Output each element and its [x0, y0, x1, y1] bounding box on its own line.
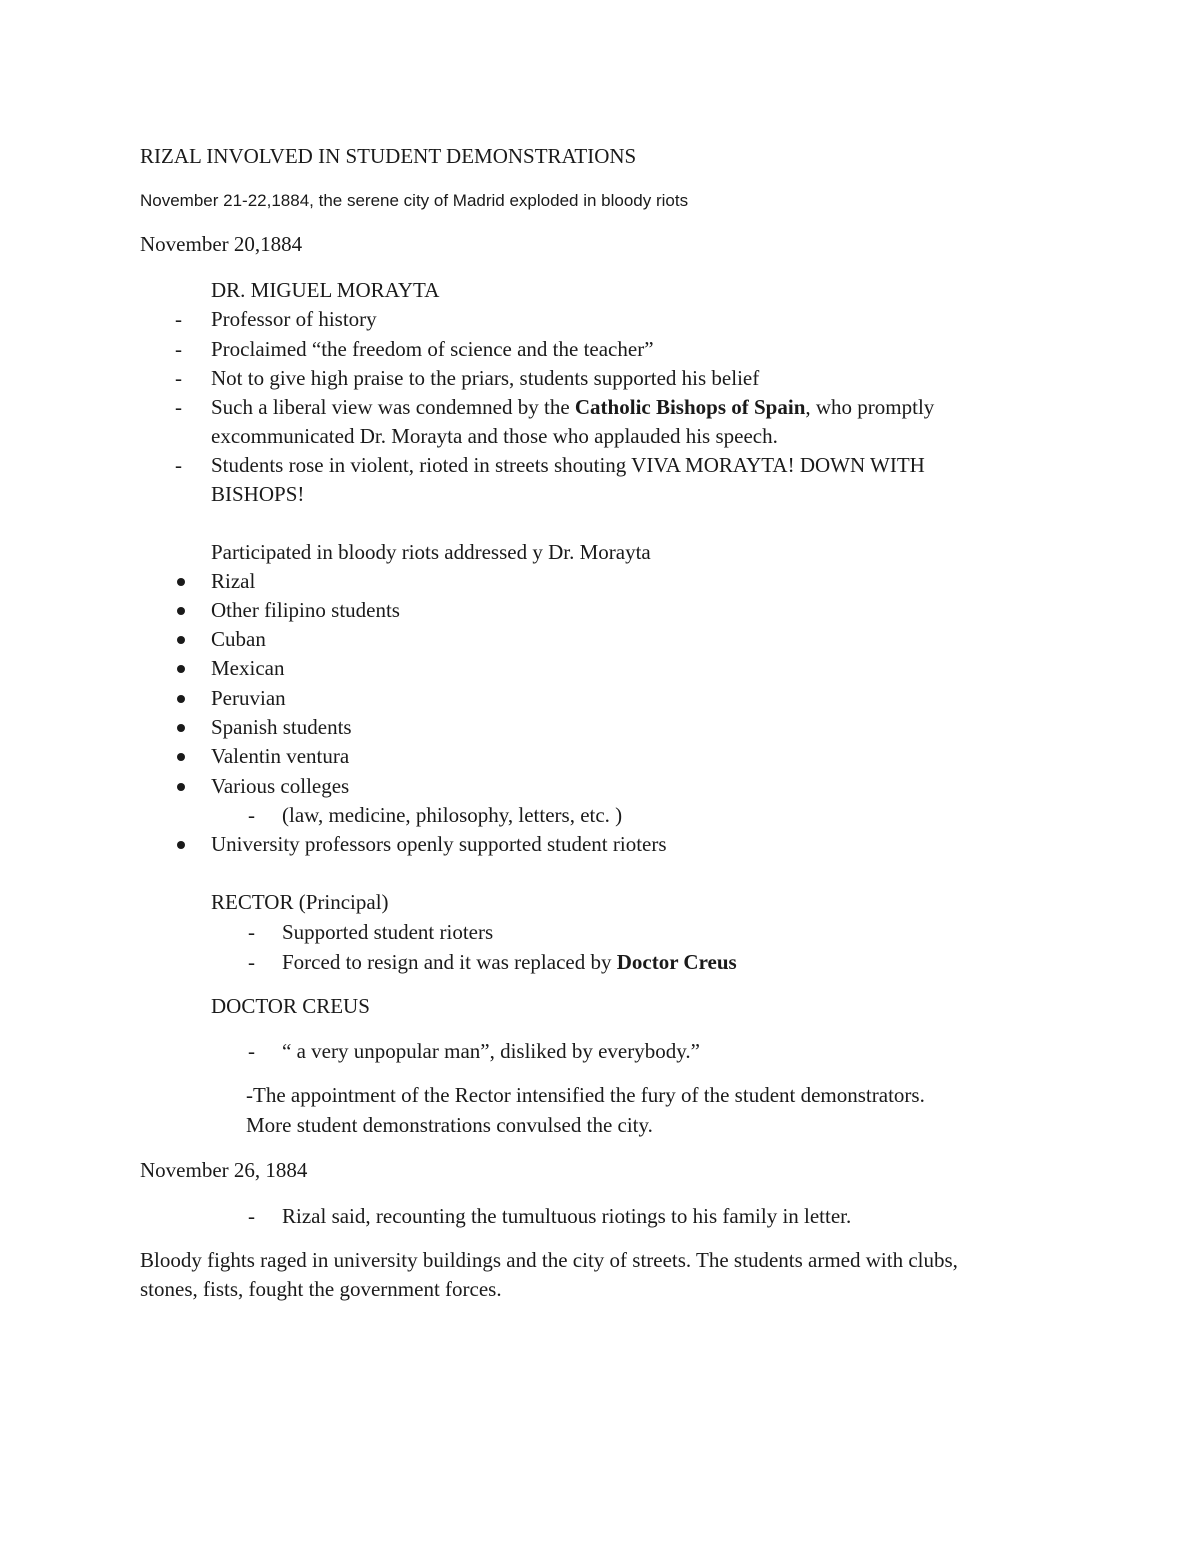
dash-marker: -	[248, 1039, 255, 1063]
participant-item: University professors openly supported student rioters	[211, 832, 667, 856]
morayta-item-text: , who promptly	[805, 395, 935, 419]
participant-item: Rizal	[211, 569, 256, 593]
bullet-marker	[177, 665, 185, 673]
morayta-item-continuation: excommunicated Dr. Morayta and those who applauded his speech.	[211, 424, 778, 448]
morayta-item-text: Such a liberal view was condemned by the	[211, 395, 575, 419]
bullet-marker	[177, 695, 185, 703]
participant-item: Valentin ventura	[211, 744, 350, 768]
bullet-marker	[177, 636, 185, 644]
morayta-item: Not to give high praise to the priars, students supported his belief	[211, 366, 760, 390]
participant-item: Peruvian	[211, 686, 286, 710]
creus-paragraph: -The appointment of the Rector intensified the fury of the student demonstrators.	[246, 1083, 925, 1107]
morayta-item-continuation: BISHOPS!	[211, 482, 305, 506]
bullet-marker	[177, 724, 185, 732]
dash-marker: -	[248, 803, 255, 827]
dash-marker: -	[248, 950, 255, 974]
closing-paragraph: Bloody fights raged in university buildings and the city of streets. The students armed with clubs,	[140, 1248, 958, 1272]
morayta-heading: DR. MIGUEL MORAYTA	[211, 278, 440, 302]
intro-line: November 21-22,1884, the serene city of Madrid exploded in bloody riots	[140, 191, 689, 210]
participant-item: Mexican	[211, 656, 285, 680]
doctor-creus-bold: Doctor Creus	[616, 950, 737, 974]
creus-heading: DOCTOR CREUS	[211, 994, 370, 1018]
bullet-marker	[177, 753, 185, 761]
participants-heading: Participated in bloody riots addressed y Dr. Morayta	[211, 540, 651, 564]
rector-item: Supported student rioters	[282, 920, 494, 944]
document-title: RIZAL INVOLVED IN STUDENT DEMONSTRATIONS	[140, 144, 637, 168]
participant-item: Spanish students	[211, 715, 352, 739]
bullet-marker	[177, 607, 185, 615]
rector-item	[282, 952, 737, 973]
bullet-marker	[177, 783, 185, 791]
closing-paragraph: stones, fists, fought the government forces.	[140, 1277, 502, 1301]
morayta-item: Proclaimed “the freedom of science and the teacher”	[211, 337, 654, 361]
rizal-said-item: Rizal said, recounting the tumultuous riotings to his family in letter.	[282, 1204, 852, 1228]
catholic-bishops-bold: Catholic Bishops of Spain	[574, 395, 806, 419]
rector-item-text: Forced to resign and it was replaced by	[282, 950, 617, 974]
dash-marker: -	[175, 337, 182, 361]
morayta-item: Students rose in violent, rioted in streets shouting VIVA MORAYTA! DOWN WITH	[211, 453, 925, 477]
dash-marker: -	[175, 366, 182, 390]
morayta-item: Professor of history	[211, 307, 377, 331]
participant-item: Cuban	[211, 627, 266, 651]
morayta-item	[211, 397, 934, 418]
dash-marker: -	[175, 395, 182, 419]
colleges-subitem: (law, medicine, philosophy, letters, etc. )	[282, 803, 623, 827]
dash-marker: -	[175, 307, 182, 331]
rector-heading: RECTOR (Principal)	[211, 890, 389, 914]
participant-item: Various colleges	[211, 774, 350, 798]
dash-marker: -	[248, 1204, 255, 1228]
dash-marker: -	[248, 920, 255, 944]
creus-item: “ a very unpopular man”, disliked by everybody.”	[282, 1039, 700, 1063]
bullet-marker	[177, 578, 185, 586]
dash-marker: -	[175, 453, 182, 477]
bullet-marker	[177, 841, 185, 849]
date-heading-2: November 26, 1884	[140, 1158, 308, 1182]
creus-paragraph: More student demonstrations convulsed the city.	[246, 1113, 653, 1137]
participant-item: Other filipino students	[211, 598, 400, 622]
date-heading-1: November 20,1884	[140, 232, 303, 256]
